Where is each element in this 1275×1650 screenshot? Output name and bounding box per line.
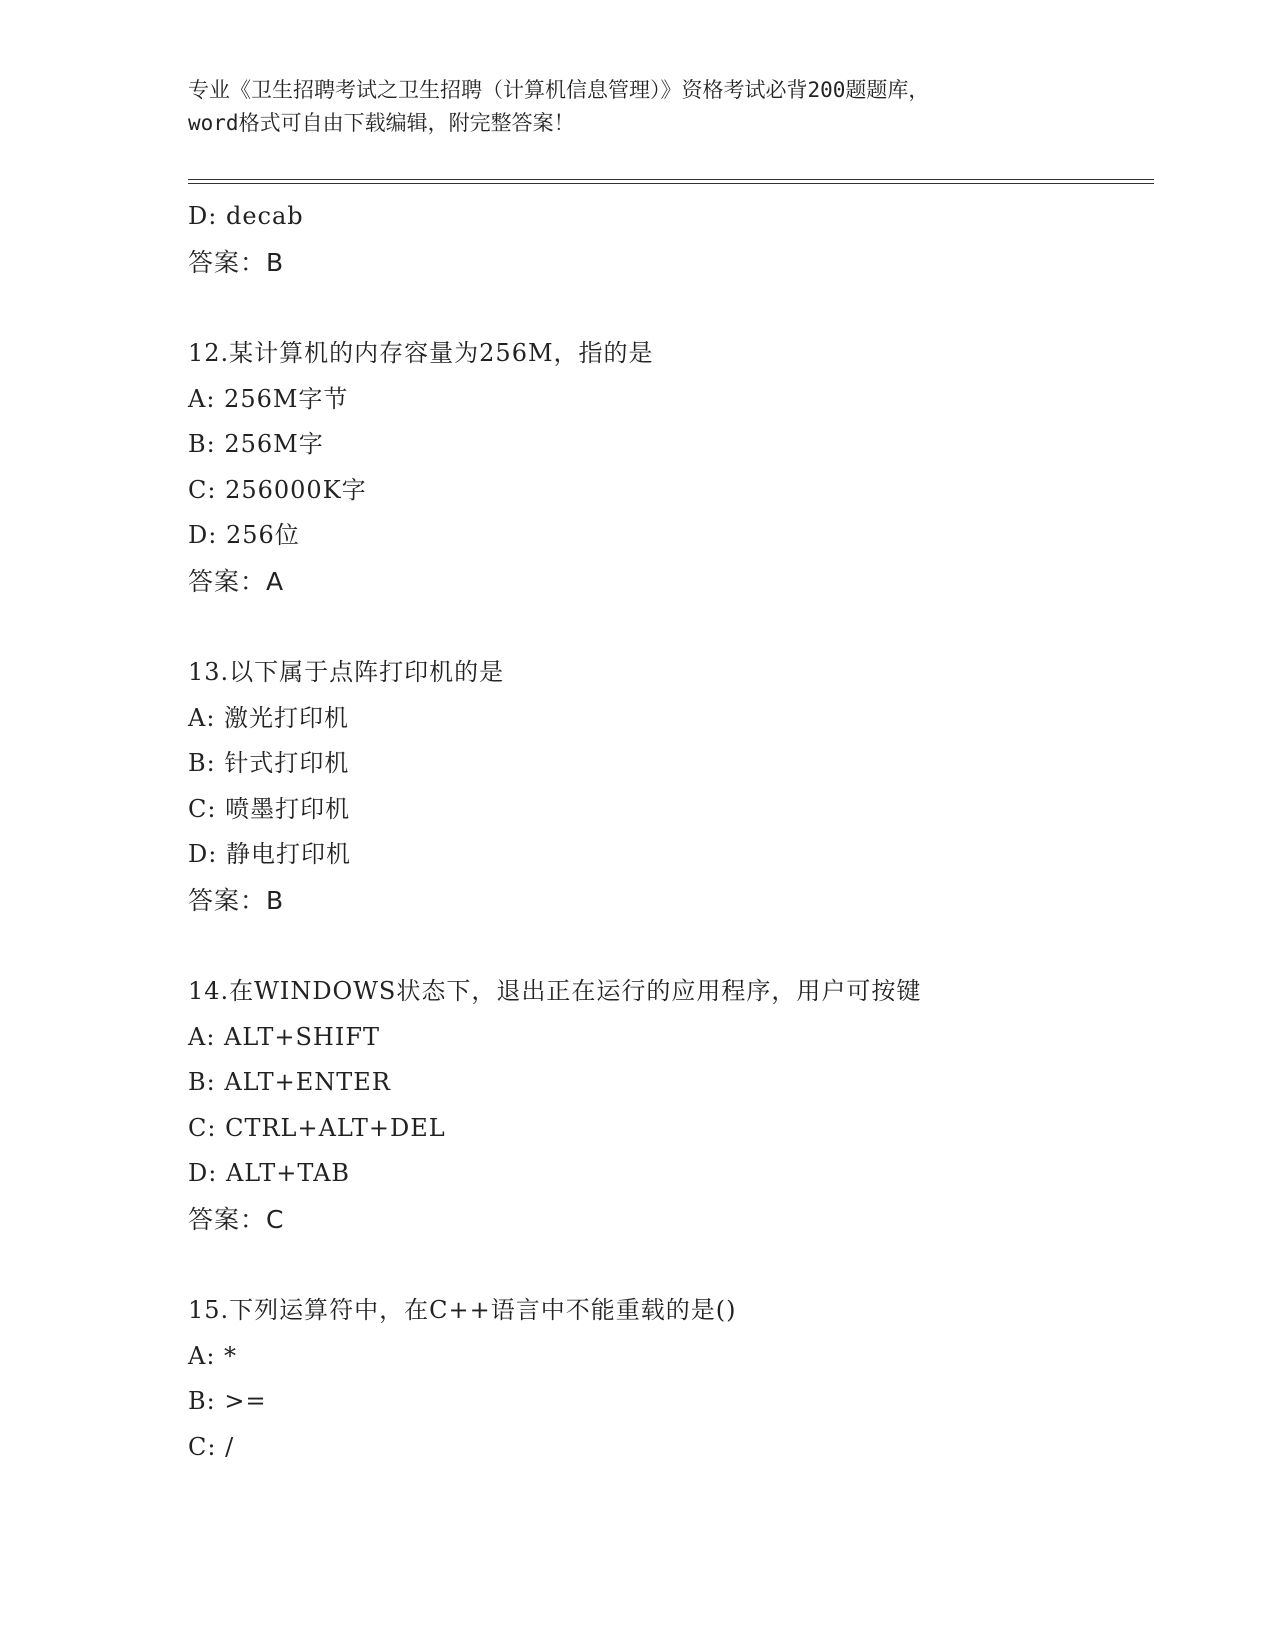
question-stem: 13.以下属于点阵打印机的是 — [188, 658, 505, 686]
option-c: C: 256000K字 — [188, 475, 367, 504]
spacer — [188, 604, 1148, 650]
spacer — [188, 923, 1148, 969]
question-14 — [188, 969, 1148, 1242]
header-title-line-2: word格式可自由下载编辑，附完整答案！ — [188, 111, 575, 135]
prev-question-answer: 答案：B — [188, 247, 285, 277]
question-stem: 14.在WINDOWS状态下，退出正在运行的应用程序，用户可按键 — [188, 977, 922, 1005]
header-divider-top — [188, 179, 1154, 180]
option-b: B: ALT+ENTER — [188, 1068, 391, 1096]
document-header — [188, 74, 1088, 140]
question-stem: 15.下列运算符中，在C++语言中不能重载的是() — [188, 1296, 737, 1324]
option-b: B: 针式打印机 — [188, 749, 350, 777]
option-a: A: 256M字节 — [188, 384, 349, 413]
option-c: C: 喷墨打印机 — [188, 794, 351, 823]
option-c: C: CTRL+ALT+DEL — [188, 1113, 446, 1142]
question-stem: 12.某计算机的内存容量为256M，指的是 — [188, 339, 654, 367]
spacer — [188, 285, 1148, 331]
question-answer: 答案：A — [188, 566, 285, 596]
option-c: C: / — [188, 1432, 235, 1461]
option-d: D: 静电打印机 — [188, 840, 351, 868]
question-answer: 答案：B — [188, 885, 285, 915]
question-12 — [188, 331, 1148, 604]
question-15 — [188, 1288, 1148, 1470]
spacer — [188, 1242, 1148, 1288]
question-13 — [188, 650, 1148, 923]
option-a: A: 激光打印机 — [188, 703, 350, 732]
option-b: B: >= — [188, 1387, 267, 1415]
prev-question-option-d: D: decab — [188, 202, 304, 230]
question-list — [188, 194, 1148, 1470]
option-a: A: * — [188, 1341, 238, 1370]
header-title-line-1: 专业《卫生招聘考试之卫生招聘（计算机信息管理）》资格考试必背200题题库， — [188, 78, 930, 102]
header-divider-bottom — [188, 183, 1154, 184]
question-answer: 答案：C — [188, 1204, 285, 1234]
option-b: B: 256M字 — [188, 430, 324, 458]
option-d: D: ALT+TAB — [188, 1159, 351, 1187]
option-a: A: ALT+SHIFT — [188, 1022, 380, 1051]
option-d: D: 256位 — [188, 521, 300, 549]
